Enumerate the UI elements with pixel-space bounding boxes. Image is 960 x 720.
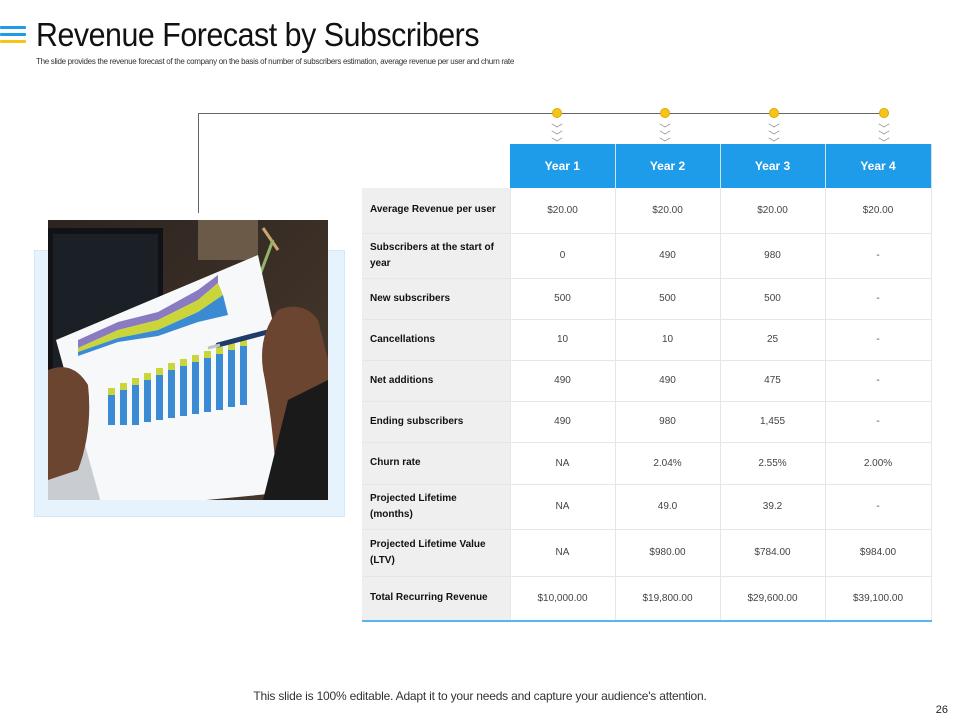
table-cell: NA xyxy=(510,442,615,484)
year-1-marker-icon xyxy=(551,108,563,142)
table-cell: $20.00 xyxy=(510,188,615,233)
slide-title: Revenue Forecast by Subscribers xyxy=(36,16,480,53)
row-label: Churn rate xyxy=(362,442,510,484)
table-cell: - xyxy=(825,484,931,529)
table-cell: $19,800.00 xyxy=(615,576,720,621)
table-cell: 490 xyxy=(510,401,615,442)
table-cell: 500 xyxy=(510,278,615,319)
header-year-2: Year 2 xyxy=(615,144,720,188)
row-label: New subscribers xyxy=(362,278,510,319)
table-cell: $980.00 xyxy=(615,529,720,576)
table-row xyxy=(362,484,931,529)
table-row xyxy=(362,233,931,278)
table-cell: 39.2 xyxy=(720,484,825,529)
report-chart-photo xyxy=(48,220,328,500)
table-cell: 475 xyxy=(720,360,825,401)
table-header-row xyxy=(362,144,931,188)
header-year-3: Year 3 xyxy=(720,144,825,188)
table-cell: - xyxy=(825,401,931,442)
table-cell: 10 xyxy=(615,319,720,360)
year-3-marker-icon xyxy=(768,108,780,142)
table-cell: 980 xyxy=(615,401,720,442)
table-cell: - xyxy=(825,278,931,319)
table-row xyxy=(362,278,931,319)
header-year-1: Year 1 xyxy=(510,144,615,188)
table-cell: NA xyxy=(510,484,615,529)
table-cell: NA xyxy=(510,529,615,576)
footer-note: This slide is 100% editable. Adapt it to your needs and capture your audience's attention. xyxy=(253,689,707,703)
table-row xyxy=(362,360,931,401)
table-cell: 1,455 xyxy=(720,401,825,442)
table-cell: - xyxy=(825,319,931,360)
table-cell: 490 xyxy=(615,233,720,278)
table-cell: $39,100.00 xyxy=(825,576,931,621)
table-cell: 980 xyxy=(720,233,825,278)
table-cell: - xyxy=(825,360,931,401)
table-cell: 10 xyxy=(510,319,615,360)
table-cell: 500 xyxy=(720,278,825,319)
row-label: Cancellations xyxy=(362,319,510,360)
table-cell: - xyxy=(825,233,931,278)
table-row xyxy=(362,529,931,576)
table-cell: 49.0 xyxy=(615,484,720,529)
table-cell: $29,600.00 xyxy=(720,576,825,621)
row-label: Projected Lifetime (months) xyxy=(362,484,510,529)
table-cell: 490 xyxy=(615,360,720,401)
table-row xyxy=(362,401,931,442)
table-row xyxy=(362,442,931,484)
table-cell: 490 xyxy=(510,360,615,401)
table-cell: $984.00 xyxy=(825,529,931,576)
year-2-marker-icon xyxy=(659,108,671,142)
connector-drop-line xyxy=(198,113,199,213)
table-row xyxy=(362,188,931,233)
row-label: Net additions xyxy=(362,360,510,401)
table-cell: $20.00 xyxy=(720,188,825,233)
table-cell: $10,000.00 xyxy=(510,576,615,621)
row-label: Average Revenue per user xyxy=(362,188,510,233)
title-bars-icon xyxy=(0,26,26,46)
table-cell: $20.00 xyxy=(825,188,931,233)
row-label: Ending subscribers xyxy=(362,401,510,442)
page-number: 26 xyxy=(935,704,948,716)
table-cell: 2.00% xyxy=(825,442,931,484)
connector-line xyxy=(198,113,885,114)
table-row xyxy=(362,319,931,360)
row-label: Total Recurring Revenue xyxy=(362,576,510,621)
table-cell: 2.55% xyxy=(720,442,825,484)
forecast-table xyxy=(362,144,932,622)
slide-subtitle: The slide provides the revenue forecast of the company on the basis of number of subscribers estimation, average revenue per user and churn rate xyxy=(36,57,514,66)
table-cell: $784.00 xyxy=(720,529,825,576)
row-label: Subscribers at the start of year xyxy=(362,233,510,278)
year-4-marker-icon xyxy=(878,108,890,142)
header-year-4: Year 4 xyxy=(825,144,931,188)
table-cell: $20.00 xyxy=(615,188,720,233)
table-cell: 25 xyxy=(720,319,825,360)
table-row xyxy=(362,576,931,621)
row-label: Projected Lifetime Value (LTV) xyxy=(362,529,510,576)
table-cell: 0 xyxy=(510,233,615,278)
table-cell: 2.04% xyxy=(615,442,720,484)
header-blank xyxy=(362,144,510,188)
table-cell: 500 xyxy=(615,278,720,319)
